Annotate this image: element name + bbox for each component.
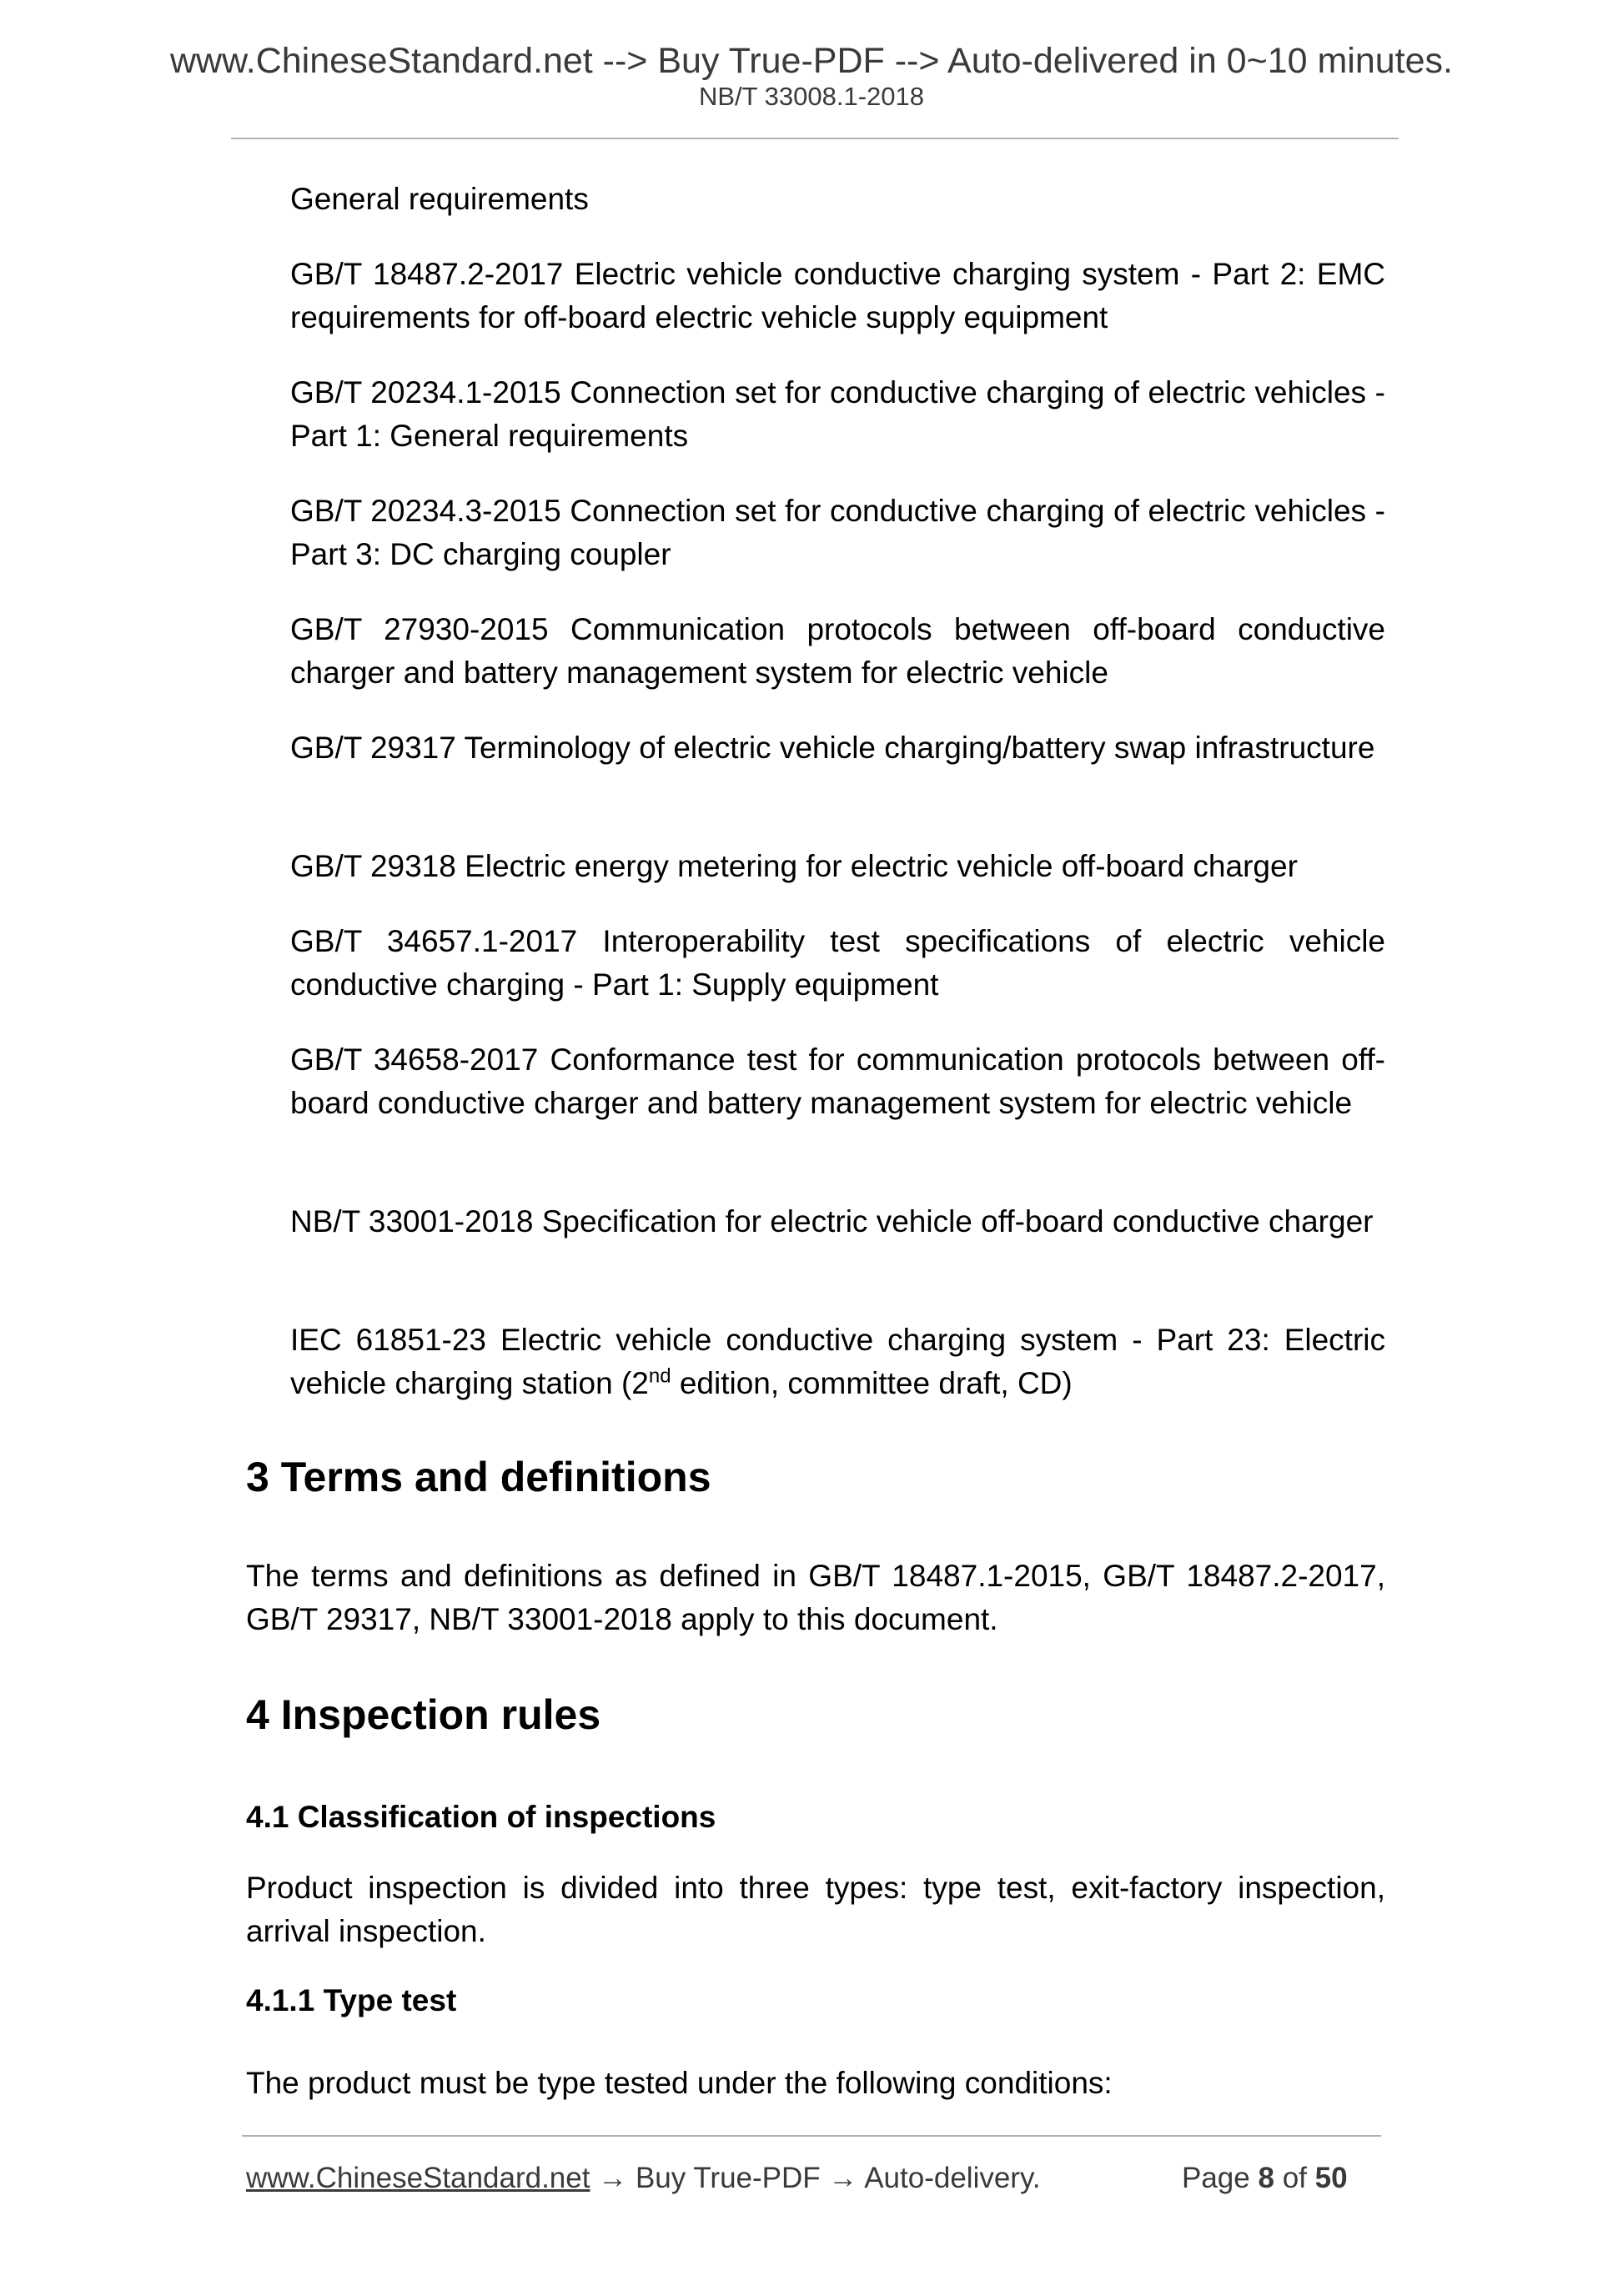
- page-number: 8: [1258, 2162, 1274, 2194]
- arrow-right-icon: →: [598, 2162, 628, 2194]
- iec-ref-text: IEC 61851-23 Electric vehicle conductive charging system - Part 23: Electric vehicle charging station (2: [290, 1323, 1385, 1400]
- iec-ref-superscript: nd: [648, 1364, 671, 1388]
- footer-buy-text: Buy True-PDF: [635, 2162, 821, 2194]
- footer-delivery-text: Auto-delivery.: [864, 2162, 1041, 2194]
- footer-site-link[interactable]: www.ChineseStandard.net: [246, 2162, 590, 2194]
- section-3-heading: 3 Terms and definitions: [246, 1454, 711, 1500]
- reference-item: GB/T 29318 Electric energy metering for electric vehicle off-board charger: [290, 849, 1298, 883]
- section-4-1-1-heading: 4.1.1 Type test: [246, 1983, 457, 2017]
- iec-ref-text-end: edition, committee draft, CD): [671, 1366, 1073, 1400]
- page-label: Page: [1182, 2162, 1250, 2194]
- section-4-1-heading: 4.1 Classification of inspections: [246, 1800, 716, 1834]
- of-label: of: [1282, 2162, 1307, 2194]
- section-4-heading: 4 Inspection rules: [246, 1691, 601, 1738]
- section-3-text: The terms and definitions as defined in GB/T 18487.1-2015, GB/T 18487.2-2017, GB/T 29317, NB/T 33001-2018 apply to this document.: [246, 1559, 1385, 1636]
- reference-item: GB/T 29317 Terminology of electric vehicle charging/battery swap infrastructure: [290, 731, 1375, 765]
- reference-item: GB/T 27930-2015 Communication protocols between off-board conductive charger and battery management system for electric vehicle: [290, 612, 1385, 690]
- arrow-right-icon: →: [828, 2162, 858, 2194]
- reference-item: GB/T 18487.2-2017 Electric vehicle conductive charging system - Part 2: EMC requirements for off-board electric vehicle supply equipment: [290, 257, 1385, 334]
- reference-item-iec: [290, 1319, 1385, 1405]
- section-4-1-text: Product inspection is divided into three types: type test, exit-factory inspection, arrival inspection.: [246, 1871, 1385, 1948]
- page-indicator: [1182, 2163, 1348, 2193]
- reference-item: GB/T 20234.3-2015 Connection set for conductive charging of electric vehicles - Part 3: DC charging coupler: [290, 494, 1385, 571]
- footer-divider: [242, 2135, 1381, 2137]
- section-4-1-1-text: The product must be type tested under the following conditions:: [246, 2066, 1113, 2100]
- site-banner[interactable]: www.ChineseStandard.net --> Buy True-PDF --> Auto-delivered in 0~10 minutes.: [169, 41, 1453, 81]
- page-total: 50: [1314, 2162, 1348, 2194]
- reference-item: NB/T 33001-2018 Specification for electric vehicle off-board conductive charger: [290, 1204, 1374, 1238]
- reference-item: GB/T 34658-2017 Conformance test for communication protocols between off-board conductive charger and battery management system for electric vehicle: [290, 1042, 1385, 1120]
- reference-item: GB/T 34657.1-2017 Interoperability test specifications of electric vehicle conductive charging - Part 1: Supply equipment: [290, 924, 1385, 1002]
- document-id: NB/T 33008.1-2018: [698, 82, 924, 111]
- footer-links: [246, 2163, 1041, 2193]
- reference-item: GB/T 20234.1-2015 Connection set for conductive charging of electric vehicles - Part 1: General requirements: [290, 375, 1385, 453]
- header-divider: [231, 138, 1399, 139]
- reference-item: General requirements: [290, 182, 589, 216]
